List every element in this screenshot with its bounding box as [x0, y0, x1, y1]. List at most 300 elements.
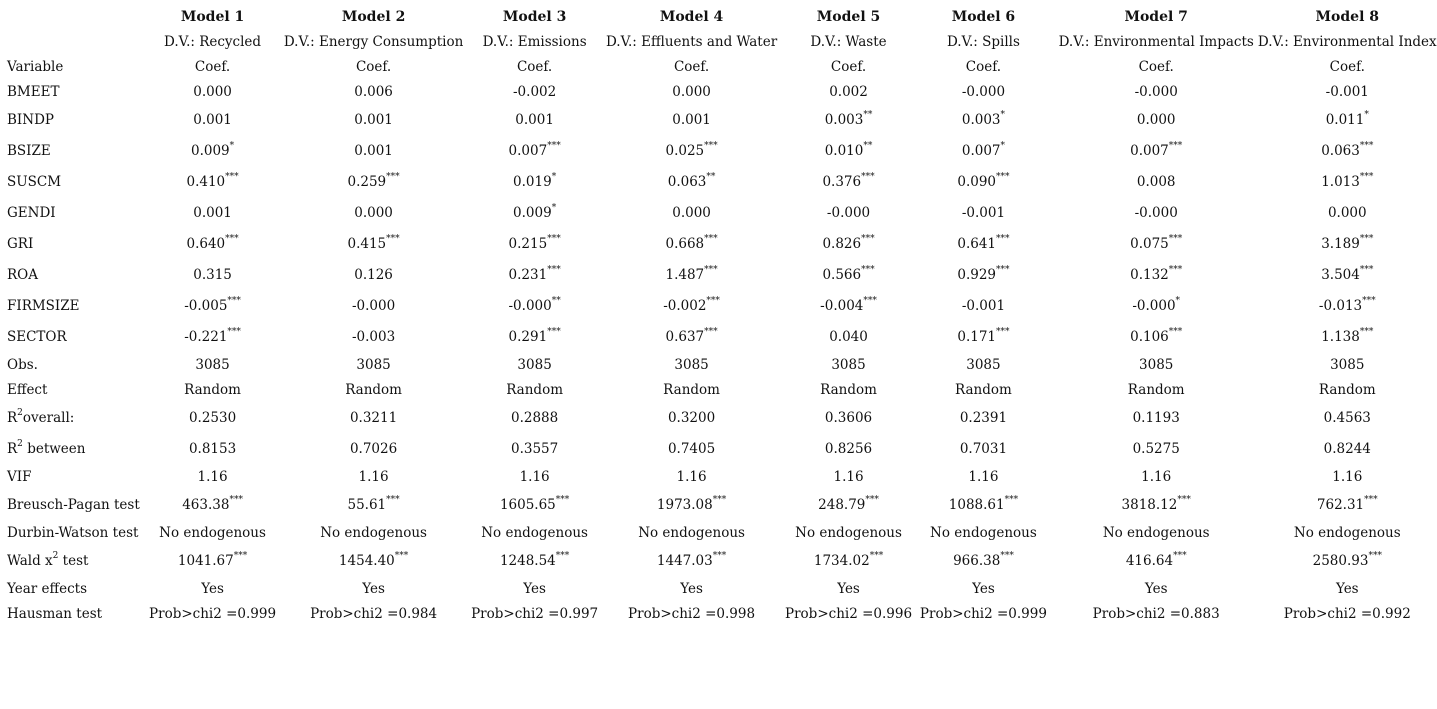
cell-value: 0.009 — [190, 142, 230, 159]
significance-stars: *** — [227, 296, 241, 306]
cell-value: -0.002 — [663, 297, 707, 314]
cell-value: Yes — [837, 580, 860, 597]
row-label-suffix: overall: — [22, 409, 75, 426]
table-row — [4, 433, 1437, 464]
table-cell — [1258, 464, 1437, 489]
cell-value: 0.1193 — [1132, 409, 1180, 426]
cell-value: -0.004 — [820, 297, 864, 314]
cell-value: 0.063 — [1321, 142, 1360, 159]
significance-stars: * — [229, 141, 235, 151]
table-cell — [912, 545, 1055, 576]
table-cell — [785, 433, 912, 464]
row-label: Obs. — [7, 356, 38, 373]
row-label-text: R — [7, 440, 18, 457]
table-cell — [598, 601, 785, 626]
table-cell — [912, 135, 1055, 166]
significance-stars: *** — [555, 551, 570, 561]
significance-stars: *** — [547, 265, 561, 275]
table-cell — [149, 489, 276, 520]
table-cell — [598, 545, 785, 576]
table-row — [4, 79, 1437, 104]
table-cell — [1258, 352, 1437, 377]
cell-value: 0.215 — [508, 235, 548, 252]
table-cell — [1258, 601, 1437, 626]
cell-value: 0.7031 — [959, 440, 1008, 457]
cell-value: 463.38 — [182, 496, 230, 513]
table-cell — [1055, 290, 1258, 321]
significance-stars: * — [1364, 110, 1369, 120]
cell-value: 0.009 — [513, 204, 552, 221]
table-cell — [471, 402, 598, 433]
row-label-superscript: 2 — [17, 439, 23, 449]
table-cell — [785, 166, 912, 197]
cell-value: 3818.12 — [1121, 496, 1178, 513]
cell-value: 1.138 — [1321, 328, 1360, 345]
table-cell — [785, 228, 912, 259]
table-cell — [1055, 601, 1258, 626]
significance-stars: * — [551, 203, 557, 213]
table-cell — [471, 166, 598, 197]
model-name: Model 7 — [1124, 8, 1188, 25]
cell-value: 0.006 — [354, 83, 393, 100]
significance-stars: * — [1000, 110, 1006, 120]
cell-value: No endogenous — [320, 524, 427, 541]
table-row — [4, 464, 1437, 489]
row-label: Hausman test — [7, 605, 103, 622]
row-label-text: R — [7, 409, 18, 426]
cell-value: 0.000 — [672, 83, 711, 100]
table-cell — [1258, 228, 1437, 259]
table-row — [4, 228, 1437, 259]
table-cell — [785, 520, 912, 545]
row-label: VIF — [7, 468, 32, 485]
table-cell — [912, 228, 1055, 259]
table-cell — [912, 520, 1055, 545]
model-name: Model 8 — [1315, 8, 1380, 25]
significance-stars: *** — [996, 265, 1010, 275]
table-cell — [785, 576, 912, 601]
cell-value: 0.826 — [822, 235, 862, 252]
row-label — [4, 545, 149, 576]
table-row — [4, 197, 1437, 228]
table-cell — [1055, 197, 1258, 228]
cell-value: 0.637 — [665, 328, 705, 345]
table-cell — [471, 321, 598, 352]
table-cell — [276, 135, 471, 166]
cell-value: -0.000 — [1134, 83, 1178, 100]
cell-value: 1.16 — [197, 468, 228, 485]
row-label-superscript: 2 — [17, 408, 23, 418]
table-cell — [1055, 464, 1258, 489]
cell-value: 0.001 — [354, 142, 393, 159]
cell-value: Yes — [1335, 580, 1359, 597]
cell-value: -0.000 — [826, 204, 871, 221]
cell-value: 0.7405 — [667, 440, 716, 457]
cell-value: 0.376 — [822, 173, 862, 190]
cell-value: -0.001 — [961, 204, 1006, 221]
cell-value: 0.075 — [1130, 235, 1169, 252]
table-cell — [1258, 377, 1437, 402]
table-cell — [1055, 545, 1258, 576]
cell-value: 0.126 — [354, 266, 393, 283]
significance-stars: *** — [547, 327, 561, 337]
cell-value: 1088.61 — [948, 496, 1005, 513]
cell-value: 0.011 — [1325, 111, 1365, 128]
dependent-variable: D.V.: Waste — [810, 33, 887, 50]
cell-value: 0.315 — [193, 266, 232, 283]
coef-header: Coef. — [673, 58, 710, 75]
cell-value: 3.189 — [1321, 235, 1360, 252]
table-cell — [276, 433, 471, 464]
cell-value: 0.5275 — [1132, 440, 1180, 457]
table-cell — [149, 197, 276, 228]
cell-value: No endogenous — [795, 524, 902, 541]
table-cell — [471, 135, 598, 166]
significance-stars: *** — [996, 327, 1010, 337]
dependent-variable-row — [4, 29, 1437, 54]
table-cell — [1258, 520, 1437, 545]
table-cell — [149, 545, 276, 576]
coef-header: Coef. — [1138, 58, 1174, 75]
table-cell — [471, 576, 598, 601]
table-cell — [1258, 402, 1437, 433]
cell-value: -0.003 — [351, 328, 396, 345]
significance-stars: *** — [712, 551, 727, 561]
significance-stars: *** — [233, 551, 248, 561]
cell-value: 1.16 — [519, 468, 550, 485]
significance-stars: *** — [1168, 265, 1183, 275]
cell-value: 0.063 — [667, 173, 707, 190]
cell-value: Yes — [362, 580, 385, 597]
row-label: SUSCM — [7, 173, 62, 190]
significance-stars: *** — [1359, 327, 1374, 337]
cell-value: Prob>chi2 =0.984 — [310, 605, 438, 622]
table-cell — [598, 433, 785, 464]
cell-value: -0.000 — [961, 83, 1006, 100]
cell-value: 3085 — [674, 356, 709, 373]
coef-header: Coef. — [516, 58, 553, 75]
table-cell — [149, 601, 276, 626]
row-label: GRI — [7, 235, 34, 252]
table-cell — [149, 79, 276, 104]
cell-value: 0.019 — [513, 173, 552, 190]
significance-stars: *** — [861, 234, 875, 244]
table-cell — [1055, 228, 1258, 259]
table-cell — [471, 433, 598, 464]
significance-stars: *** — [861, 265, 875, 275]
table-cell — [1055, 402, 1258, 433]
cell-value: 3085 — [1330, 356, 1365, 373]
table-cell — [149, 104, 276, 135]
table-cell — [149, 135, 276, 166]
table-cell — [785, 402, 912, 433]
model-name: Model 6 — [951, 8, 1016, 25]
cell-value: 0.007 — [961, 142, 1001, 159]
row-label: FIRMSIZE — [7, 297, 80, 314]
cell-value: -0.013 — [1318, 297, 1363, 314]
table-cell — [598, 464, 785, 489]
significance-stars: *** — [996, 172, 1010, 182]
table-row — [4, 545, 1437, 576]
table-cell — [276, 228, 471, 259]
cell-value: 762.31 — [1316, 496, 1365, 513]
cell-value: 0.001 — [672, 111, 711, 128]
table-cell — [1258, 545, 1437, 576]
significance-stars: *** — [547, 141, 561, 151]
cell-value: No endogenous — [481, 524, 588, 541]
cell-value: 0.2391 — [959, 409, 1008, 426]
coef-header: Coef. — [355, 58, 392, 75]
significance-stars: *** — [1359, 141, 1374, 151]
table-cell — [1055, 489, 1258, 520]
table-row — [4, 166, 1437, 197]
cell-value: No endogenous — [159, 524, 266, 541]
table-cell — [912, 489, 1055, 520]
cell-value: Random — [663, 381, 720, 398]
cell-value: 1248.54 — [499, 552, 556, 569]
row-label: Effect — [7, 381, 48, 398]
dependent-variable: D.V.: Energy Consumption — [283, 33, 464, 50]
table-cell — [149, 352, 276, 377]
cell-value: 1.16 — [358, 468, 389, 485]
cell-value: -0.221 — [184, 328, 228, 345]
significance-stars: *** — [863, 296, 877, 306]
table-cell — [1055, 576, 1258, 601]
table-cell — [785, 377, 912, 402]
significance-stars: *** — [386, 495, 400, 505]
table-cell — [1258, 104, 1437, 135]
cell-value: 1.16 — [833, 468, 864, 485]
cell-value: Yes — [201, 580, 224, 597]
table-cell — [1258, 197, 1437, 228]
coef-header: Coef. — [194, 58, 231, 75]
table-cell — [276, 601, 471, 626]
cell-value: 0.8153 — [188, 440, 237, 457]
table-cell — [471, 601, 598, 626]
cell-value: No endogenous — [930, 524, 1037, 541]
table-cell — [912, 576, 1055, 601]
cell-value: 0.259 — [347, 173, 387, 190]
table-cell — [785, 545, 912, 576]
cell-value: 0.007 — [1130, 142, 1169, 159]
cell-value: 248.79 — [818, 496, 866, 513]
significance-stars: *** — [712, 495, 727, 505]
cell-value: 1.16 — [968, 468, 999, 485]
table-cell — [149, 520, 276, 545]
table-cell — [276, 576, 471, 601]
table-cell — [785, 259, 912, 290]
cell-value: 0.8256 — [824, 440, 873, 457]
table-cell — [149, 228, 276, 259]
cell-value: 966.38 — [953, 552, 1001, 569]
header-blank — [4, 29, 149, 54]
cell-value: 0.640 — [186, 235, 226, 252]
significance-stars: *** — [704, 141, 718, 151]
cell-value: 0.000 — [193, 83, 232, 100]
significance-stars: *** — [1364, 495, 1378, 505]
coef-header-row — [4, 54, 1437, 79]
cell-value: 0.929 — [957, 266, 997, 283]
table-cell — [1258, 433, 1437, 464]
row-label: GENDI — [7, 204, 56, 221]
table-cell — [598, 79, 785, 104]
table-row — [4, 104, 1437, 135]
row-label: BMEET — [7, 83, 60, 100]
cell-value: Prob>chi2 =0.996 — [785, 605, 913, 622]
significance-stars: *** — [1362, 296, 1376, 306]
table-cell — [785, 290, 912, 321]
dependent-variable: D.V.: Recycled — [164, 33, 262, 50]
table-cell — [149, 402, 276, 433]
table-cell — [276, 321, 471, 352]
cell-value: Random — [955, 381, 1012, 398]
table-cell — [1055, 321, 1258, 352]
model-name: Model 2 — [341, 8, 406, 25]
cell-value: 1454.40 — [338, 552, 395, 569]
cell-value: -0.001 — [1325, 83, 1369, 100]
cell-value: 0.7026 — [349, 440, 398, 457]
cell-value: No endogenous — [638, 524, 745, 541]
significance-stars: *** — [704, 234, 718, 244]
table-cell — [1055, 135, 1258, 166]
cell-value: 0.106 — [1130, 328, 1169, 345]
cell-value: 0.025 — [665, 142, 705, 159]
cell-value: -0.000 — [508, 297, 552, 314]
table-cell — [785, 104, 912, 135]
significance-stars: *** — [996, 234, 1010, 244]
table-cell — [1258, 576, 1437, 601]
cell-value: 0.3200 — [667, 409, 716, 426]
table-cell — [785, 352, 912, 377]
table-cell — [598, 166, 785, 197]
table-row — [4, 135, 1437, 166]
table-cell — [1055, 166, 1258, 197]
cell-value: 3085 — [966, 356, 1001, 373]
cell-value: 0.231 — [508, 266, 548, 283]
table-cell — [912, 197, 1055, 228]
cell-value: 0.668 — [665, 235, 705, 252]
cell-value: 1.013 — [1321, 173, 1360, 190]
cell-value: Prob>chi2 =0.992 — [1283, 605, 1411, 622]
coef-header: Coef. — [965, 58, 1002, 75]
cell-value: 0.2530 — [188, 409, 237, 426]
row-label: ROA — [7, 266, 38, 283]
cell-value: Prob>chi2 =0.883 — [1092, 605, 1220, 622]
significance-stars: *** — [1368, 551, 1382, 561]
significance-stars: *** — [1004, 495, 1019, 505]
cell-value: 3085 — [1139, 356, 1174, 373]
table-cell — [471, 464, 598, 489]
table-row — [4, 259, 1437, 290]
cell-value: Yes — [1144, 580, 1168, 597]
significance-stars: *** — [706, 296, 720, 306]
cell-value: -0.002 — [513, 83, 557, 100]
dependent-variable: D.V.: Effluents and Water — [605, 33, 778, 50]
cell-value: 416.64 — [1125, 552, 1174, 569]
row-label: BSIZE — [7, 142, 51, 159]
significance-stars: *** — [547, 234, 561, 244]
significance-stars: *** — [865, 495, 879, 505]
table-cell — [1055, 433, 1258, 464]
table-row — [4, 520, 1437, 545]
significance-stars: ** — [706, 172, 716, 182]
significance-stars: *** — [229, 495, 243, 505]
cell-value: 0.000 — [1327, 204, 1367, 221]
variable-header: Variable — [7, 58, 64, 75]
dependent-variable: D.V.: Environmental Index — [1257, 33, 1437, 50]
model-name: Model 5 — [816, 8, 881, 25]
table-cell — [912, 259, 1055, 290]
table-cell — [1055, 377, 1258, 402]
cell-value: Random — [345, 381, 402, 398]
coef-header: Coef. — [830, 58, 867, 75]
table-cell — [471, 545, 598, 576]
model-name-row — [4, 4, 1437, 29]
cell-value: Random — [184, 381, 241, 398]
table-cell — [598, 402, 785, 433]
cell-value: Prob>chi2 =0.997 — [471, 605, 599, 622]
table-row — [4, 402, 1437, 433]
cell-value: 3085 — [195, 356, 230, 373]
table-cell — [276, 290, 471, 321]
table-cell — [149, 377, 276, 402]
table-cell — [276, 402, 471, 433]
cell-value: 1.487 — [665, 266, 705, 283]
cell-value: 1.16 — [1332, 468, 1363, 485]
significance-stars: *** — [1177, 495, 1191, 505]
table-cell — [1055, 259, 1258, 290]
row-label: SECTOR — [7, 328, 67, 345]
table-cell — [912, 352, 1055, 377]
table-cell — [149, 433, 276, 464]
row-label-superscript: 2 — [52, 551, 59, 561]
table-row — [4, 321, 1437, 352]
cell-value: Yes — [523, 580, 546, 597]
cell-value: 0.132 — [1130, 266, 1169, 283]
cell-value: Random — [506, 381, 563, 398]
significance-stars: *** — [704, 327, 718, 337]
table-cell — [785, 464, 912, 489]
significance-stars: * — [1000, 141, 1006, 151]
table-row — [4, 601, 1437, 626]
table-cell — [1055, 520, 1258, 545]
table-cell — [1258, 489, 1437, 520]
significance-stars: *** — [1173, 551, 1187, 561]
table-cell — [471, 377, 598, 402]
cell-value: 0.003 — [824, 111, 864, 128]
cell-value: Random — [1318, 381, 1376, 398]
model-name: Model 3 — [502, 8, 567, 25]
cell-value: 0.415 — [347, 235, 387, 252]
table-cell — [598, 259, 785, 290]
table-cell — [785, 321, 912, 352]
cell-value: 55.61 — [347, 496, 387, 513]
cell-value: 0.4563 — [1323, 409, 1371, 426]
table-cell — [785, 489, 912, 520]
table-cell — [471, 489, 598, 520]
significance-stars: * — [1175, 296, 1181, 306]
cell-value: 1973.08 — [656, 496, 713, 513]
cell-value: 0.000 — [354, 204, 393, 221]
table-cell — [276, 352, 471, 377]
cell-value: 3085 — [356, 356, 391, 373]
cell-value: 0.002 — [829, 83, 868, 100]
cell-value: 0.040 — [829, 328, 868, 345]
table-cell — [1258, 79, 1437, 104]
cell-value: Prob>chi2 =0.998 — [628, 605, 756, 622]
table-cell — [149, 259, 276, 290]
table-cell — [912, 166, 1055, 197]
